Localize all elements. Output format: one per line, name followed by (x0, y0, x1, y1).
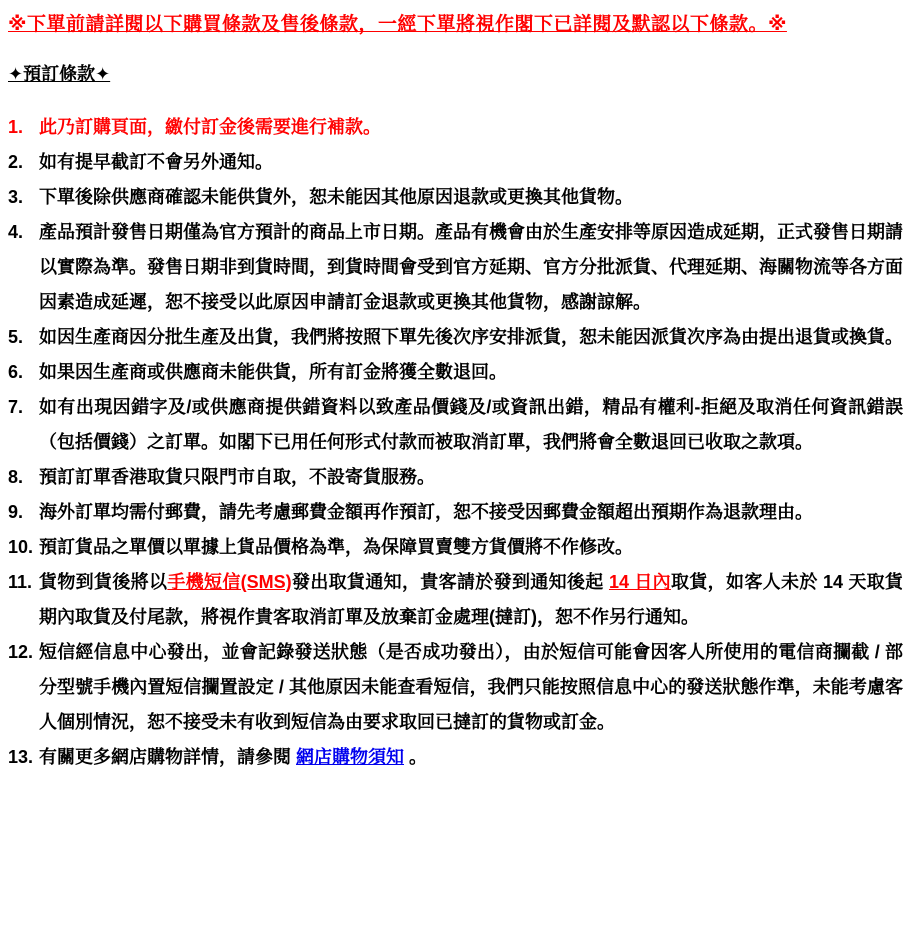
term-text (39, 320, 903, 355)
term-number: 13. (8, 747, 34, 767)
sms-highlight: 手機短信(SMS) (167, 572, 292, 592)
text-segment: 海外訂單均需付郵費，請先考慮郵費金額再作預訂，恕不接受因郵費金額超出預期作為退款理由。 (39, 502, 813, 522)
deadline-highlight: 14 日內 (608, 572, 671, 592)
text-segment: 如因生產商因分批生產及出貨，我們將按照下單先後次序安排派貨，恕未能因派貨次序為由提出退貨或換貨。 (39, 327, 903, 347)
text-segment: 貨物到貨後將以 (39, 572, 168, 592)
term-item-11 (8, 565, 903, 635)
term-item-12 (8, 635, 903, 740)
term-number: 2. (8, 152, 24, 172)
term-item-6 (8, 355, 903, 390)
term-item-10 (8, 530, 903, 565)
text-segment: 預訂訂單香港取貨只限門市自取，不設寄貨服務。 (39, 467, 435, 487)
term-number: 10. (8, 537, 34, 557)
term-number: 6. (8, 362, 24, 382)
text-segment: 如有出現因錯字及/或供應商提供錯資料以致產品價錢及/或資訊出錯，精品有權利-拒絕及取消任何資訊錯誤（包括價錢）之訂單。如閣下已用任何形式付款而被取消訂單，我們將會全數退回已收取之款項。 (39, 397, 903, 452)
term-item-5 (8, 320, 903, 355)
term-text (39, 355, 903, 390)
term-item-7 (8, 390, 903, 460)
term-text (39, 180, 903, 215)
text-segment: 預訂貨品之單價以單據上貨品價格為準，為保障買賣雙方貨價將不作修改。 (39, 537, 633, 557)
text-segment: 取貨，如客人未於 14 天取貨期內取貨及付尾款，將視作貴客取消訂單及放棄訂金處理(撻訂)，恕不作另行通知。 (39, 572, 904, 627)
term-item-4 (8, 215, 903, 320)
term-number: 7. (8, 397, 24, 417)
text-segment: 。 (404, 747, 428, 767)
text-segment: 有關更多網店購物詳情，請參閱 (39, 747, 296, 767)
page-title: ※下單前請詳閱以下購買條款及售後條款，一經下單將視作閣下已詳閱及默認以下條款。※ (8, 14, 787, 35)
term-item-2 (8, 145, 903, 180)
term-text (39, 530, 903, 565)
term-number: 11. (8, 572, 33, 592)
term-text (39, 460, 903, 495)
term-text (39, 390, 903, 460)
term-number: 12. (8, 642, 34, 662)
text-segment: 如果因生產商或供應商未能供貨，所有訂金將獲全數退回。 (39, 362, 507, 382)
term-number: 9. (8, 502, 24, 522)
text-segment: 發出取貨通知，貴客請於發到通知後起 (291, 572, 609, 592)
term-text (39, 565, 903, 635)
term-text (39, 145, 903, 180)
text-segment: 產品預計發售日期僅為官方預計的商品上市日期。產品有機會由於生產安排等原因造成延期，正式發售日期請以實際為準。發售日期非到貨時間，到貨時間會受到官方延期、官方分批派貨、代理延期、海關物流等各方面因素造成延遲，恕不接受以此原因申請訂金退款或更換其他貨物，感謝諒解。 (39, 222, 903, 312)
term-item-13 (8, 740, 903, 775)
term-number: 8. (8, 467, 24, 487)
text-segment: 下單後除供應商確認未能供貨外，恕未能因其他原因退款或更換其他貨物。 (39, 187, 633, 207)
term-text (39, 495, 903, 530)
term-item-9 (8, 495, 903, 530)
term-number: 1. (8, 117, 24, 137)
term-item-8 (8, 460, 903, 495)
term-number: 3. (8, 187, 24, 207)
terms-document (8, 12, 903, 775)
term-text (39, 740, 903, 775)
term-item-3 (8, 180, 903, 215)
text-segment: 短信經信息中心發出，並會記錄發送狀態（是否成功發出），由於短信可能會因客人所使用的電信商攔截 / 部分型號手機內置短信攔置設定 / 其他原因未能查看短信，我們只能按照信息中心的發送狀態作準，未能考慮客人個別情況，恕不接受未有收到短信為由要求取回已撻訂的貨物或訂金。 (39, 642, 903, 732)
shop-notice-link[interactable]: 網店購物須知 (296, 747, 404, 767)
term-text (39, 215, 903, 320)
terms-list (8, 110, 903, 775)
text-segment: 此乃訂購頁面，繳付訂金後需要進行補款。 (39, 117, 381, 137)
text-segment: 如有提早截訂不會另外通知。 (39, 152, 273, 172)
term-number: 4. (8, 222, 24, 242)
term-number: 5. (8, 327, 24, 347)
section-header-preorder-terms: ✦預訂條款✦ (8, 64, 111, 84)
term-text (39, 110, 903, 145)
term-item-1 (8, 110, 903, 145)
term-text (39, 635, 903, 740)
